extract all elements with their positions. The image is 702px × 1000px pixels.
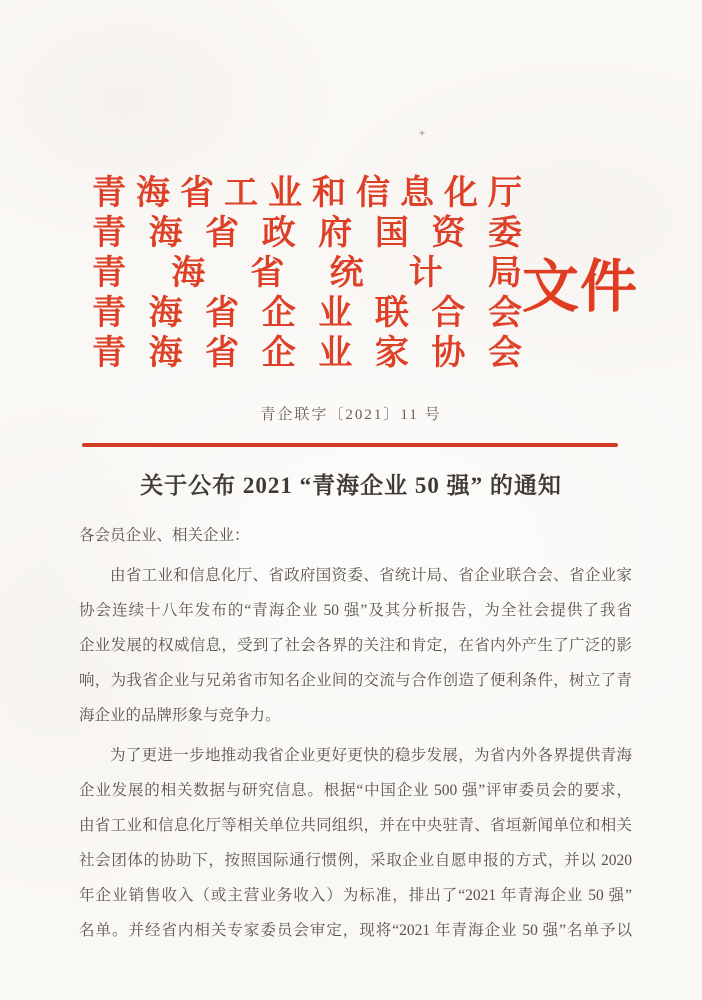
body-line: 名单。并经省内相关专家委员会审定，现将“2021 年青海企业 50 强”名单予以 bbox=[79, 922, 632, 939]
paragraph-1 bbox=[79, 558, 632, 733]
document-title: 关于公布 2021 “青海企业 50 强” 的通知 bbox=[140, 473, 562, 498]
body-line: 年企业销售收入（或主营业务收入）为标准，排出了“2021 年青海企业 50 强” bbox=[79, 887, 632, 904]
document-body bbox=[79, 518, 632, 948]
body-line: 由省工业和信息化厅等相关单位共同组织，并在中央驻青、省垣新闻单位和相关 bbox=[79, 817, 632, 834]
body-line: 响，为我省企业与兄弟省市知名企业间的交流与合作创造了便利条件，树立了青 bbox=[79, 672, 632, 689]
paragraph-2 bbox=[79, 738, 632, 948]
issuing-agencies bbox=[92, 174, 522, 374]
document-type-label: 文件 bbox=[522, 255, 638, 319]
red-divider-line bbox=[82, 443, 618, 447]
document-number: 青企联字〔2021〕11 号 bbox=[260, 407, 442, 423]
body-line: 企业发展的权威信息，受到了社会各界的关注和肯定，在省内外产生了广泛的影 bbox=[79, 637, 632, 654]
body-line: 企业发展的相关数据与研究信息。根据“中国企业 500 强”评审委员会的要求， bbox=[79, 782, 632, 799]
body-line: 社会团体的协助下，按照国际通行惯例，采取企业自愿申报的方式，并以 2020 bbox=[79, 852, 632, 869]
letterhead bbox=[92, 174, 638, 374]
agency-name-4: 青海省企业联合会 bbox=[92, 295, 522, 332]
salutation-line: 各会员企业、相关企业： bbox=[79, 527, 250, 544]
body-line: 海企业的品牌形象与竞争力。 bbox=[79, 707, 281, 724]
agency-name-1: 青海省工业和信息化厅 bbox=[92, 175, 522, 212]
agency-name-2: 青海省政府国资委 bbox=[92, 215, 522, 252]
body-line: 协会连续十八年发布的“青海企业 50 强”及其分析报告，为全社会提供了我省 bbox=[79, 602, 632, 619]
body-line: 由省工业和信息化厅、省政府国资委、省统计局、省企业联合会、省企业家 bbox=[110, 567, 632, 584]
body-line: 为了更进一步地推动我省企业更好更快的稳步发展，为省内外各界提供青海 bbox=[110, 747, 632, 764]
agency-name-3: 青海省统计局 bbox=[92, 255, 522, 292]
registration-mark: + bbox=[419, 128, 426, 139]
agency-name-5: 青海省企业家协会 bbox=[92, 335, 522, 372]
